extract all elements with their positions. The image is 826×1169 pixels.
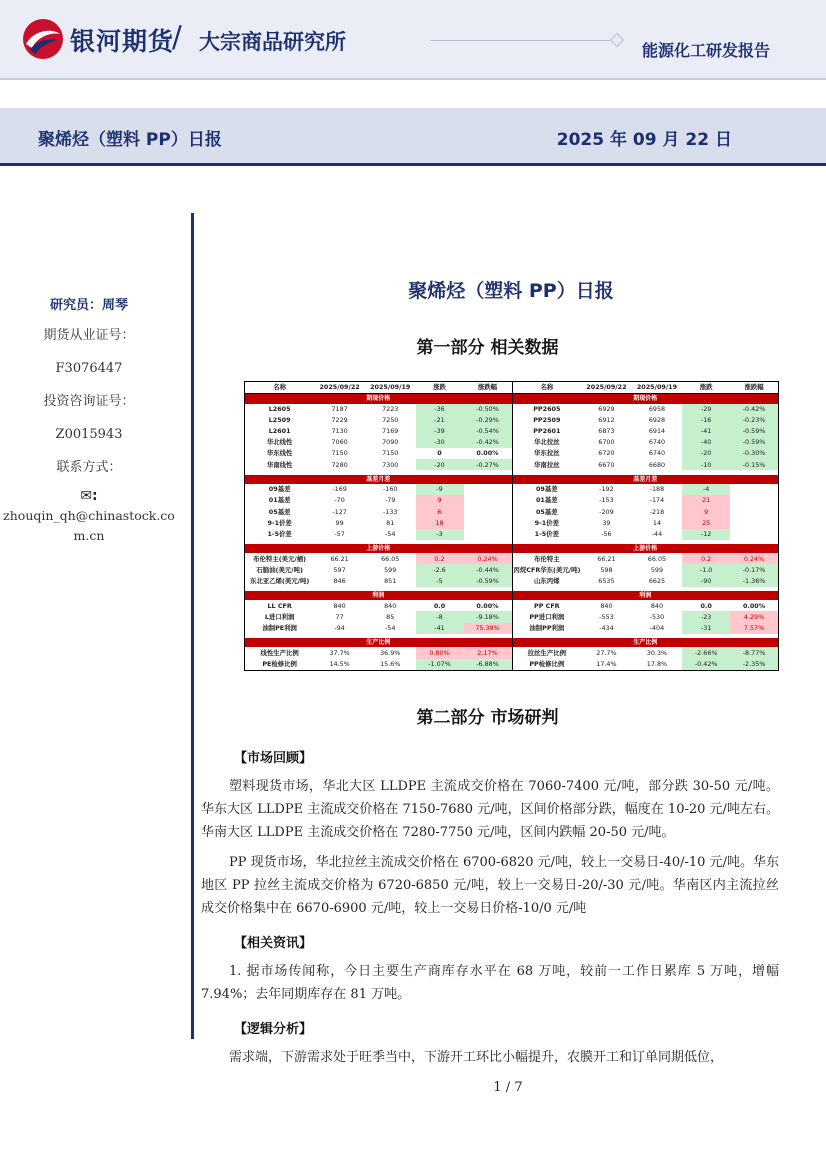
row-name: 01基差	[535, 496, 558, 505]
row-name: 01基差	[268, 496, 291, 505]
table-row	[512, 553, 778, 564]
table-cell: 6720	[598, 449, 615, 458]
analyst-name: 研究员：周琴	[49, 298, 128, 313]
table-cell: -90	[682, 576, 730, 587]
row-name: 09基差	[268, 485, 291, 494]
table-cell: 0.2	[682, 553, 730, 564]
table-cell: 66.05	[381, 554, 400, 563]
table-cell: -0.44%	[464, 564, 512, 575]
table-row	[512, 415, 778, 426]
table-row	[245, 611, 512, 622]
table-cell: 6680	[648, 460, 666, 469]
table-cell: -29	[682, 404, 730, 415]
table-cell: 0	[437, 449, 442, 458]
table-cell: -0.23%	[730, 415, 778, 426]
table-cell: 599	[650, 565, 664, 574]
report-date: 2025 年 09 月 22 日	[556, 130, 732, 150]
section-row	[245, 394, 512, 404]
row-name: L2605	[268, 404, 291, 413]
table-row	[512, 426, 778, 437]
table-cell: -5	[416, 576, 464, 587]
table-row	[512, 647, 778, 658]
table-row	[512, 506, 778, 517]
row-name: 丙烷CFR华东(美元/吨)	[513, 565, 581, 574]
table-cell: -9.18%	[464, 611, 512, 622]
table-cell	[464, 529, 512, 540]
section-row	[512, 475, 778, 484]
table-cell: 7300	[382, 460, 399, 469]
table-row	[245, 553, 512, 564]
table-cell: -36	[416, 404, 464, 415]
table-cell: 0.24%	[464, 553, 512, 564]
table-row	[245, 564, 512, 575]
row-name: PP进口利润	[529, 612, 565, 621]
table-row	[512, 448, 778, 459]
table-cell	[730, 529, 778, 540]
table-cell: -6.88%	[464, 659, 512, 670]
section-label: 生产比例	[245, 638, 512, 647]
row-name: 华北拉丝	[534, 438, 560, 447]
table-cell: 840	[600, 601, 613, 610]
row-name: 布伦特主(美元/桶)	[253, 554, 307, 563]
row-name: 华东拉丝	[534, 449, 560, 458]
table-row	[245, 529, 512, 540]
row-name: 东北亚乙烯(美元/吨)	[249, 576, 310, 585]
table-cell: -79	[384, 496, 396, 505]
brand-name: 银河期货	[70, 27, 175, 56]
market-review-heading: 【市场回顾】	[234, 751, 313, 766]
table-cell: 846	[333, 576, 346, 585]
row-name: PP检修比例	[529, 659, 565, 668]
contact-label: 联系方式：	[56, 460, 122, 475]
table-cell: -16	[682, 415, 730, 426]
table-row	[245, 404, 512, 415]
brand-divider: /	[172, 20, 182, 54]
news-heading: 【相关资讯】	[234, 936, 313, 951]
row-name: L进口利润	[264, 612, 295, 621]
table-cell: 66.21	[597, 554, 616, 563]
table-cell: 99	[335, 518, 344, 527]
table-cell: -0.59%	[730, 437, 778, 448]
table-cell: -0.27%	[464, 459, 512, 470]
table-cell: -153	[599, 496, 614, 505]
section-label: 利润	[245, 591, 512, 600]
table-cell: -54	[384, 529, 396, 538]
table-cell: -174	[649, 496, 665, 505]
table-cell: -10	[682, 459, 730, 470]
table-cell: -133	[382, 507, 398, 516]
table-cell: 2.17%	[464, 647, 512, 658]
table-cell: 4.29%	[730, 611, 778, 622]
table-cell: 6	[416, 506, 464, 517]
row-name: PE检修比例	[262, 659, 297, 668]
table-cell: -553	[599, 612, 614, 621]
table-cell: -31	[682, 623, 730, 634]
data-table	[244, 381, 779, 671]
table-cell: 6929	[598, 404, 615, 413]
market-review-paragraph-2: PP 现货市场，华北拉丝主流成交价格在 6700-6820 元/吨，较上一交易日-40/-10 元/吨。华东地区 PP 拉丝主流成交价格为 6720-6850 元/吨，较上一交易日-20/-30 元/吨。华南区内主流拉丝成交价格集中在 6670-6900 元/吨，较上一交易日价格-10/0 元/吨	[201, 855, 779, 916]
report-title: 聚烯烃（塑料 PP）日报	[38, 130, 222, 150]
table-cell: 9	[416, 495, 464, 506]
table-row	[512, 459, 778, 470]
table-cell: 7187	[331, 404, 348, 413]
table-cell: -0.50%	[464, 404, 512, 415]
table-row	[245, 623, 512, 634]
table-cell: 21	[682, 495, 730, 506]
section-row	[512, 638, 778, 647]
table-cell: 7250	[382, 416, 399, 425]
table-row	[512, 529, 778, 540]
table-cell: -0.30%	[730, 448, 778, 459]
report-type: 能源化工研发报告	[641, 41, 770, 60]
table-cell: 0.00%	[476, 449, 499, 458]
table-row	[245, 506, 512, 517]
analyst-email[interactable]: zhouqin_qh@chinastock.com.cn	[3, 508, 175, 543]
table-cell: 7150	[382, 449, 399, 458]
column-header: 名称	[512, 382, 581, 394]
pe-table	[245, 382, 512, 670]
table-cell: 6928	[648, 416, 666, 425]
row-name: PP2601	[533, 427, 561, 436]
row-name: 华北线性	[266, 438, 293, 447]
table-cell: 598	[600, 565, 613, 574]
table-row	[512, 437, 778, 448]
table-cell: 85	[386, 612, 395, 621]
table-cell: 7280	[331, 460, 348, 469]
title-bar	[0, 108, 826, 163]
table-cell: -2.6	[416, 564, 464, 575]
table-row	[245, 415, 512, 426]
table-cell: 25	[682, 517, 730, 528]
table-cell	[464, 484, 512, 495]
table-cell: -1.36%	[730, 576, 778, 587]
table-cell: 17.4%	[596, 659, 617, 668]
column-header: 2025/09/22	[581, 382, 632, 394]
row-name: 05基差	[268, 507, 291, 516]
table-cell: 6914	[648, 427, 666, 436]
main-title: 聚烯烃（塑料 PP）日报	[408, 280, 614, 302]
table-cell	[730, 517, 778, 528]
table-cell: 0.24%	[730, 553, 778, 564]
row-name: 1-5价差	[534, 529, 559, 538]
table-row	[245, 517, 512, 528]
table-cell	[730, 484, 778, 495]
table-cell: 7090	[382, 438, 399, 447]
section-row	[512, 394, 778, 404]
table-row	[245, 647, 512, 658]
section-row	[512, 544, 778, 553]
table-cell: -0.54%	[464, 426, 512, 437]
table-cell: 6740	[648, 438, 666, 447]
row-name: 油制PP利润	[529, 623, 565, 632]
table-cell: 9	[682, 506, 730, 517]
table-cell: -70	[334, 496, 345, 505]
table-row	[245, 459, 512, 470]
table-cell: 77	[335, 612, 344, 621]
table-row	[512, 611, 778, 622]
row-name: 9-1价差	[534, 518, 559, 527]
table-cell: 7060	[331, 438, 348, 447]
column-header: 2025/09/22	[314, 382, 365, 394]
table-cell: -169	[332, 485, 347, 494]
section-label: 利润	[512, 591, 778, 600]
table-cell: 39	[602, 518, 611, 527]
section-row	[512, 591, 778, 600]
table-cell: 6625	[648, 576, 666, 585]
table-cell	[464, 495, 512, 506]
table-cell: -434	[599, 623, 614, 632]
license-label: 期货从业证号：	[43, 328, 135, 343]
table-header-row	[512, 382, 778, 394]
row-name: LL CFR	[267, 601, 292, 610]
table-row	[245, 448, 512, 459]
section-label: 期现价格	[245, 394, 512, 404]
row-name: 石脑油(美元/吨)	[256, 565, 303, 574]
table-row	[512, 659, 778, 670]
section-label: 基差月差	[245, 475, 512, 484]
table-cell: -0.42%	[464, 437, 512, 448]
table-row	[245, 495, 512, 506]
license-number: F3076447	[55, 361, 123, 376]
table-cell: -23	[682, 611, 730, 622]
row-name: 华南线性	[266, 460, 293, 469]
table-cell: -0.29%	[464, 415, 512, 426]
table-cell: 66.05	[647, 554, 667, 563]
table-cell: -218	[649, 507, 665, 516]
column-header: 涨跌幅	[730, 382, 778, 394]
section-row	[245, 475, 512, 484]
table-cell	[464, 517, 512, 528]
table-row	[512, 623, 778, 634]
column-header: 2025/09/19	[365, 382, 416, 394]
table-cell: 7130	[331, 427, 348, 436]
table-cell: 840	[650, 601, 664, 610]
section-label: 上游价格	[245, 544, 512, 553]
table-cell: -12	[682, 529, 730, 540]
table-cell: -0.42%	[682, 659, 730, 670]
table-cell: -4	[682, 484, 730, 495]
table-cell: 0.00%	[742, 601, 766, 610]
column-header: 名称	[245, 382, 314, 394]
table-cell: 7169	[382, 427, 399, 436]
table-row	[245, 659, 512, 670]
logic-heading: 【逻辑分析】	[234, 1022, 313, 1037]
table-cell: -54	[384, 623, 396, 632]
table-row	[512, 600, 778, 611]
table-cell: 14.5%	[329, 659, 350, 668]
row-name: 布伦特主	[534, 554, 560, 563]
table-cell: 7150	[331, 449, 348, 458]
table-cell: 7223	[382, 404, 399, 413]
table-row	[512, 484, 778, 495]
row-name: 1-5价差	[267, 529, 292, 538]
table-cell: 18	[416, 517, 464, 528]
table-cell: 6912	[598, 416, 615, 425]
table-cell: 840	[384, 601, 397, 610]
table-cell: -2.66%	[682, 647, 730, 658]
table-row	[512, 576, 778, 587]
table-cell: -8.77%	[730, 647, 778, 658]
section1-title: 第一部分 相关数据	[416, 338, 559, 358]
table-cell: 0.00%	[476, 601, 499, 610]
page-header	[0, 0, 826, 78]
table-row	[512, 517, 778, 528]
table-cell: 6740	[648, 449, 666, 458]
table-row	[245, 576, 512, 587]
table-cell: 0.0	[700, 601, 712, 610]
row-name: 9-1价差	[267, 518, 292, 527]
table-cell: 6670	[598, 460, 615, 469]
logic-paragraph-1: 需求端，下游需求处于旺季当中，下游开工环比小幅提升，农膜开工和订单同期低位，	[229, 1050, 724, 1065]
institute-name: 大宗商品研究所	[199, 30, 346, 54]
table-cell: -2.35%	[730, 659, 778, 670]
analyst-sidebar	[0, 290, 178, 546]
table-cell: -39	[416, 426, 464, 437]
row-name: PP CFR	[534, 601, 560, 610]
title-rule	[0, 163, 826, 166]
table-cell: 17.8%	[646, 659, 668, 668]
mail-icon: ✉:	[80, 488, 98, 504]
table-cell: -41	[416, 623, 464, 634]
sidebar-divider	[191, 213, 194, 1039]
table-header-row	[245, 382, 512, 394]
table-cell: 15.6%	[380, 659, 401, 668]
table-cell: -1.0	[682, 564, 730, 575]
row-name: 华南拉丝	[534, 460, 560, 469]
table-cell: 0.2	[416, 553, 464, 564]
section-label: 上游价格	[512, 544, 778, 553]
table-cell: 36.9%	[380, 648, 401, 657]
table-row	[245, 426, 512, 437]
table-cell: -56	[601, 529, 612, 538]
row-name: 09基差	[535, 485, 558, 494]
table-row	[245, 600, 512, 611]
table-cell: -1.07%	[416, 659, 464, 670]
row-name: 山东丙烯	[534, 576, 560, 585]
table-cell: 6958	[648, 404, 666, 413]
table-cell: 597	[333, 565, 346, 574]
table-cell: -20	[416, 459, 464, 470]
table-cell: 30.3%	[646, 648, 668, 657]
table-cell: 0.80%	[416, 647, 464, 658]
table-cell: -20	[682, 448, 730, 459]
table-row	[512, 404, 778, 415]
page-number: 1 / 7	[493, 1080, 523, 1095]
table-row	[512, 495, 778, 506]
row-name: 05基差	[535, 507, 558, 516]
table-cell: -0.42%	[730, 404, 778, 415]
row-name: L2601	[268, 427, 291, 436]
table-cell: -8	[416, 611, 464, 622]
table-cell: -0.59%	[464, 576, 512, 587]
pp-table	[512, 382, 779, 670]
table-row	[245, 437, 512, 448]
table-cell: -30	[416, 437, 464, 448]
row-name: 油制PE利润	[262, 623, 297, 632]
table-row	[245, 484, 512, 495]
section-label: 期现价格	[512, 394, 778, 404]
table-cell: -530	[649, 612, 665, 621]
row-name: PP2509	[533, 416, 561, 425]
table-cell: 27.7%	[596, 648, 617, 657]
header-divider	[0, 78, 826, 80]
section-row	[245, 544, 512, 553]
table-cell: -0.59%	[730, 426, 778, 437]
column-header: 涨跌	[682, 382, 730, 394]
table-cell: 6873	[598, 427, 615, 436]
table-cell: 7.57%	[730, 623, 778, 634]
consult-number: Z0015943	[55, 427, 123, 442]
table-cell	[730, 495, 778, 506]
table-cell	[464, 506, 512, 517]
table-cell: 37.7%	[329, 648, 350, 657]
table-cell: -160	[382, 485, 398, 494]
section2-title: 第二部分 市场研判	[416, 708, 559, 728]
table-cell: -192	[599, 485, 614, 494]
table-cell: 0.0	[433, 601, 446, 610]
table-cell: 851	[384, 576, 397, 585]
table-cell: -0.17%	[730, 564, 778, 575]
consult-label: 投资咨询证号：	[43, 394, 135, 409]
row-name: L2509	[268, 416, 291, 425]
section-label: 生产比例	[512, 638, 778, 647]
news-paragraph-1: 1. 据市场传闻称，今日主要生产商库存水平在 68 万吨，较前一工作日累库 5 万吨，增幅 7.94%；去年同期库存在 81 万吨。	[201, 964, 779, 1002]
table-cell: 14	[652, 518, 662, 527]
column-header: 涨跌	[416, 382, 464, 394]
table-cell: -3	[416, 529, 464, 540]
table-cell: -57	[334, 529, 345, 538]
table-cell: -94	[334, 623, 345, 632]
section-label: 基差月差	[512, 475, 778, 484]
table-cell: 840	[333, 601, 346, 610]
table-cell: 75.39%	[464, 623, 512, 634]
table-cell: 66.21	[330, 554, 349, 563]
row-name: PP2605	[533, 404, 561, 413]
column-header: 涨跌幅	[464, 382, 512, 394]
galaxy-logo-icon	[22, 18, 64, 60]
table-row	[512, 564, 778, 575]
table-cell: -127	[332, 507, 347, 516]
header-decoration-line	[430, 40, 610, 41]
table-cell: 6535	[598, 576, 615, 585]
table-cell: 6700	[598, 438, 615, 447]
table-cell: -21	[416, 415, 464, 426]
table-cell: -9	[416, 484, 464, 495]
row-name: 华东线性	[266, 449, 293, 458]
table-cell: -188	[649, 485, 665, 494]
table-cell: -40	[682, 437, 730, 448]
table-cell	[730, 506, 778, 517]
table-cell: 7229	[331, 416, 348, 425]
table-cell: -41	[682, 426, 730, 437]
table-cell: -404	[649, 623, 665, 632]
market-review-paragraph-1: 塑料现货市场，华北大区 LLDPE 主流成交价格在 7060-7400 元/吨，部分跌 30-50 元/吨。华东大区 LLDPE 主流成交价格在 7150-7680 元/吨，区间价格部分跌，幅度在 10-20 元/吨左右。华南大区 LLDPE 主流成交价格在 7280-7750 元/吨，区间内跌幅 20-50 元/吨。	[201, 779, 779, 840]
row-name: 线性生产比例	[260, 648, 299, 657]
table-cell: -44	[651, 529, 663, 538]
table-cell: 599	[384, 565, 397, 574]
section-row	[245, 638, 512, 647]
section-row	[245, 591, 512, 600]
row-name: 拉丝生产比例	[527, 648, 566, 657]
table-cell: 81	[386, 518, 395, 527]
table-cell: -209	[599, 507, 614, 516]
header-decoration-diamond	[610, 33, 624, 47]
table-cell: -0.15%	[730, 459, 778, 470]
column-header: 2025/09/19	[632, 382, 683, 394]
